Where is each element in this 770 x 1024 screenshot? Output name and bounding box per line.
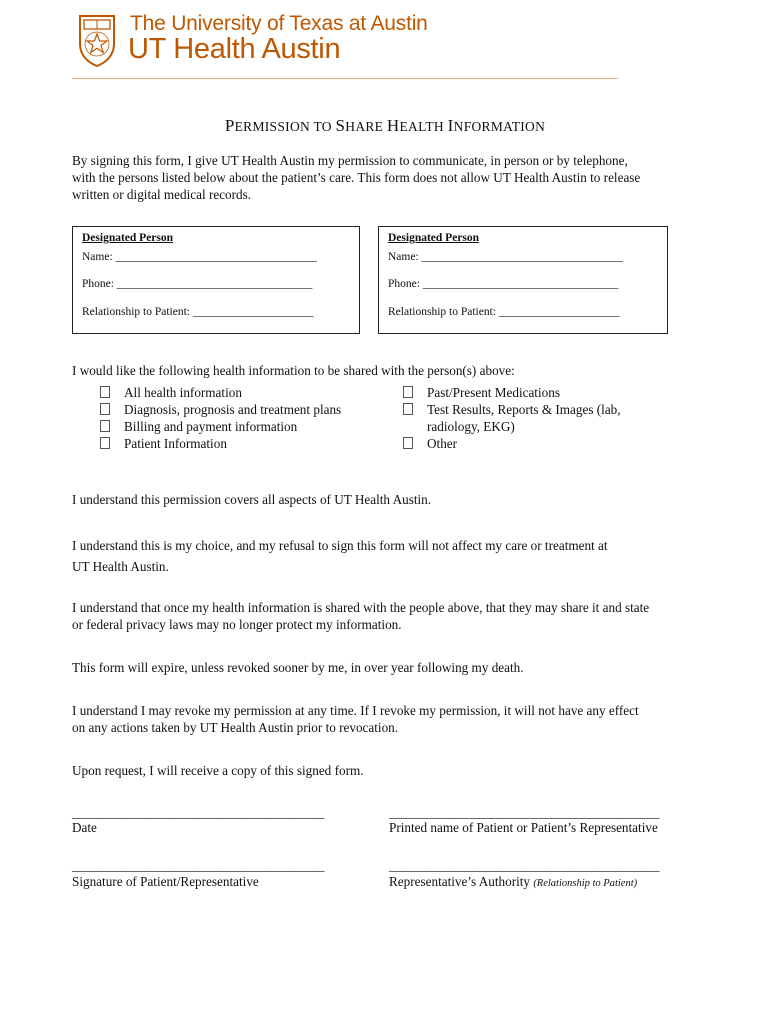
authority-label: Representative’s Authority (Relationship to Patient) <box>389 874 638 889</box>
signature-line[interactable]: __________________________________________ <box>72 858 324 873</box>
relationship-field[interactable]: Relationship to Patient: _____________________ <box>82 306 314 318</box>
options-right <box>403 384 621 452</box>
designated-person-heading: Designated Person <box>82 232 174 244</box>
checkbox-icon[interactable] <box>100 420 110 432</box>
checkbox-icon[interactable] <box>100 386 110 398</box>
name-field[interactable]: Name: ___________________________________ <box>82 251 317 263</box>
printed-name-label: Printed name of Patient or Patient’s Representative <box>389 820 658 835</box>
university-name: The University of Texas at Austin <box>130 12 428 35</box>
department-name: UT Health Austin <box>128 33 341 65</box>
authority-line[interactable]: _____________________________________________ <box>389 858 659 873</box>
date-label: Date <box>72 820 97 835</box>
designated-person-box-2 <box>378 226 668 334</box>
statement-revoke: I understand I may revoke my permission at any time. If I revoke my permission, it will not have any effect on any actions taken by UT Health Austin prior to revocation. <box>72 703 639 735</box>
statement-sharing: I understand that once my health information is shared with the people above, that they may share it and state or federal privacy laws may no longer protect my information. <box>72 600 650 632</box>
option-test-results[interactable]: Test Results, Reports & Images (lab, <box>403 401 621 418</box>
checkbox-icon[interactable] <box>100 437 110 449</box>
phone-field[interactable]: Phone: __________________________________ <box>82 278 313 290</box>
option-patient-info[interactable]: Patient Information <box>100 435 341 452</box>
info-prompt: I would like the following health information to be shared with the person(s) above: <box>72 363 515 378</box>
printed-name-line[interactable]: _____________________________________________ <box>389 805 659 820</box>
authority-note: (Relationship to Patient) <box>533 878 638 889</box>
option-all-health-info[interactable]: All health information <box>100 384 341 401</box>
option-medications[interactable]: Past/Present Medications <box>403 384 621 401</box>
statement-copy: Upon request, I will receive a copy of this signed form. <box>72 763 364 778</box>
checkbox-icon[interactable] <box>100 403 110 415</box>
date-line[interactable]: __________________________________________ <box>72 805 324 820</box>
option-billing[interactable]: Billing and payment information <box>100 418 341 435</box>
relationship-field[interactable]: Relationship to Patient: _____________________ <box>388 306 620 318</box>
statement-choice: I understand this is my choice, and my refusal to sign this form will not affect my care or treatment at UT Health Austin. <box>72 538 608 574</box>
statement-scope: I understand this permission covers all aspects of UT Health Austin. <box>72 492 432 507</box>
designated-person-box-1 <box>72 226 360 334</box>
designated-person-heading: Designated Person <box>388 232 480 244</box>
option-other[interactable]: Other <box>403 435 621 452</box>
checkbox-icon[interactable] <box>403 386 413 398</box>
checkbox-icon[interactable] <box>403 403 413 415</box>
statement-expiry: This form will expire, unless revoked sooner by me, in over year following my death. <box>72 660 524 675</box>
university-seal-icon <box>78 14 116 68</box>
phone-field[interactable]: Phone: __________________________________ <box>388 278 619 290</box>
options-left <box>100 384 341 452</box>
option-diagnosis[interactable]: Diagnosis, prognosis and treatment plans <box>100 401 341 418</box>
name-field[interactable]: Name: ___________________________________ <box>388 251 623 263</box>
intro-paragraph: By signing this form, I give UT Health Austin my permission to communicate, in person or by telephone, with the persons listed below about the patient’s care. This form does not allow UT Health Austin to release written or digital medical records. <box>72 153 641 202</box>
signature-label: Signature of Patient/Representative <box>72 874 259 889</box>
option-test-results-cont: radiology, EKG) <box>427 419 515 434</box>
checkbox-icon[interactable] <box>403 437 413 449</box>
form-title: PERMISSION TO SHARE HEALTH INFORMATION <box>224 116 546 135</box>
header-divider <box>72 78 618 79</box>
